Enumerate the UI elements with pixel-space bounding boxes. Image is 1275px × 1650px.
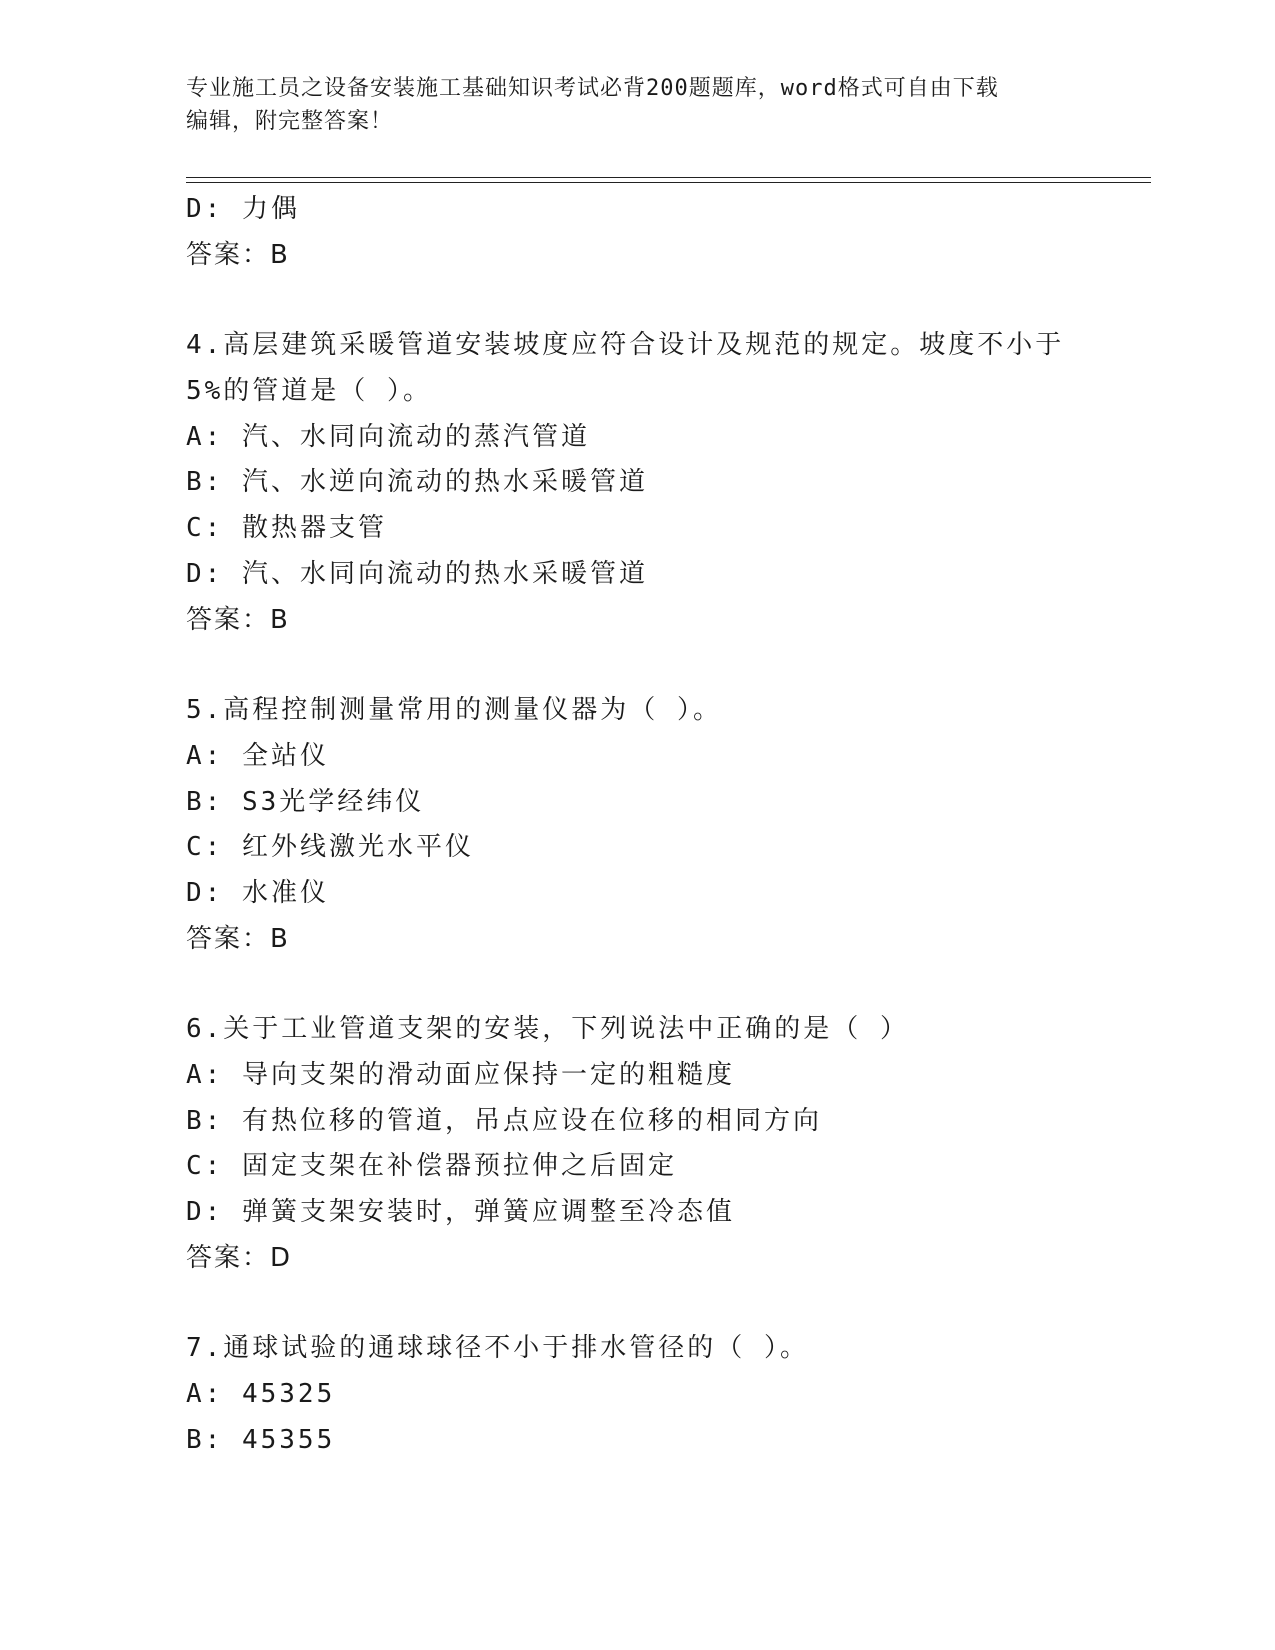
option-a: A: 汽、水同向流动的蒸汽管道 [186, 421, 590, 452]
option-c: C: 固定支架在补偿器预拉伸之后固定 [186, 1151, 677, 1182]
question-stem-continued: 5%的管道是（ ）。 [186, 376, 432, 407]
header-title-line-1: 专业施工员之设备安装施工基础知识考试必背200题题库，word格式可自由下载 [186, 76, 999, 101]
question-stem: 6.关于工业管道支架的安装，下列说法中正确的是（ ） [186, 1014, 909, 1045]
option-a: A: 全站仪 [186, 740, 329, 771]
question-stem: 5.高程控制测量常用的测量仪器为（ ）。 [186, 695, 722, 726]
question-stem: 7.通球试验的通球球径不小于排水管径的（ ）。 [186, 1333, 809, 1364]
previous-question-tail [186, 187, 1151, 278]
header-divider-top [186, 177, 1151, 178]
question-content [186, 187, 1151, 1464]
question-5 [186, 688, 1151, 962]
document-header [186, 72, 1086, 138]
option-b: B: 汽、水逆向流动的热水采暖管道 [186, 467, 648, 498]
header-title-line-2: 编辑，附完整答案！ [186, 109, 394, 134]
option-c: C: 红外线激光水平仪 [186, 832, 474, 863]
option-a: A: 导向支架的滑动面应保持一定的粗糙度 [186, 1060, 735, 1090]
question-6 [186, 1007, 1151, 1281]
answer-line: 答案：B [186, 604, 290, 635]
option-c: C: 散热器支管 [186, 513, 387, 544]
answer-line: 答案：B [186, 923, 290, 954]
question-stem: 4.高层建筑采暖管道安装坡度应符合设计及规范的规定。坡度不小于 [186, 330, 1065, 361]
option-d: D: 弹簧支架安装时，弹簧应调整至冷态值 [186, 1197, 735, 1228]
answer-line: 答案：D [186, 1242, 293, 1273]
question-7 [186, 1326, 1151, 1463]
option-d: D: 力偶 [186, 194, 300, 224]
option-b: B: S3光学经纬仪 [186, 786, 425, 817]
option-b: B: 45355 [186, 1424, 336, 1455]
option-a: A: 45325 [186, 1379, 336, 1410]
option-b: B: 有热位移的管道，吊点应设在位移的相同方向 [186, 1105, 822, 1136]
question-4 [186, 323, 1151, 643]
header-divider-bottom [186, 182, 1151, 183]
option-d: D: 水准仪 [186, 877, 329, 908]
answer-line: 答案：B [186, 239, 290, 270]
option-d: D: 汽、水同向流动的热水采暖管道 [186, 558, 648, 589]
